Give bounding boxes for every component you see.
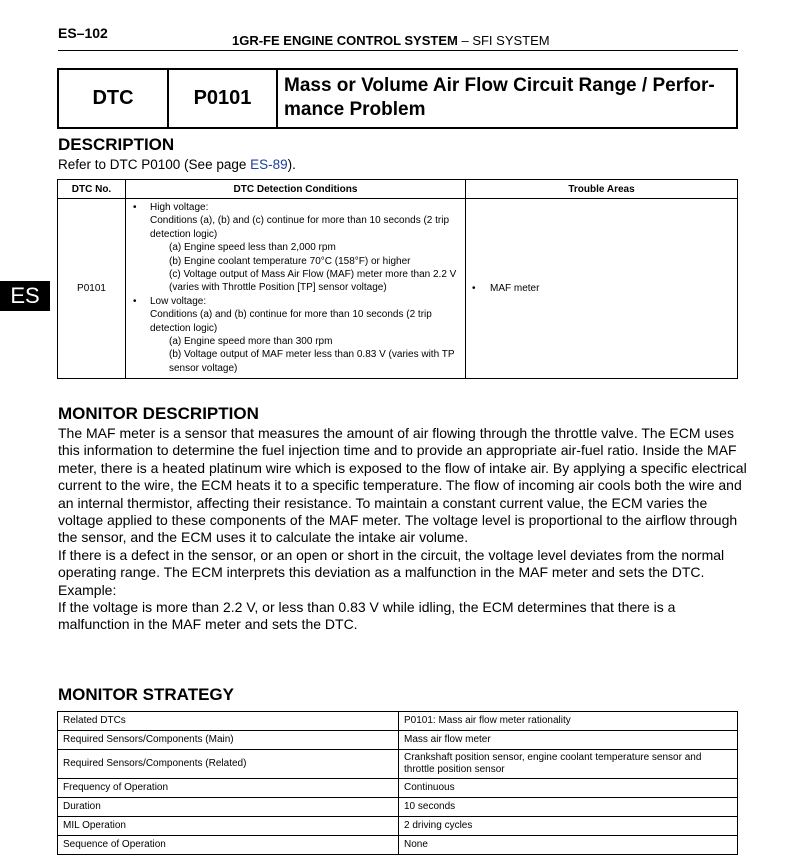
dtc-detection-table — [57, 179, 738, 379]
table-row — [58, 836, 738, 855]
dtc-label: DTC — [59, 70, 169, 127]
dtc-title — [278, 70, 736, 127]
strategy-key: Required Sensors/Components (Related) — [58, 750, 399, 779]
strategy-value: Crankshaft position sensor, engine coolant temperature sensor and throttle position sensor — [399, 750, 738, 779]
condition-item: (b) Engine coolant temperature 70°C (158°F) or higher — [169, 255, 411, 267]
monitor-paragraph: The MAF meter is a sensor that measures the amount of air flowing through the throttle valve. The ECM uses this information to determine the fuel injection time and to provide an appropriate air-fuel ratio. Inside the MAF meter, there is a heated platinum wire which is exposed to the flow of intake air. By applying a specific electrical current to the wire, the ECM heats it to a specific temperature. The flow of incoming air cools both the wire and an internal thermistor, affecting their resistance. To maintain a constant current value, the ECM varies the voltage applied to these components of the MAF meter. The voltage level is proportional to the airflow through the sensor, and the ECM uses it to calculate the intake air volume. — [58, 425, 747, 546]
cell-dtc-no: P0101 — [58, 199, 126, 379]
table-row — [58, 712, 738, 731]
table-row — [58, 779, 738, 798]
monitor-strategy-heading: MONITOR STRATEGY — [58, 685, 234, 704]
header-rule — [58, 50, 738, 51]
condition-low-voltage-text: Conditions (a) and (b) continue for more than 10 seconds (2 trip detection logic) — [150, 309, 432, 334]
description-text — [58, 157, 296, 172]
strategy-value: Mass air flow meter — [399, 731, 738, 750]
description-heading: DESCRIPTION — [58, 135, 175, 154]
section-side-tab: ES — [0, 281, 50, 311]
header-title-system: 1GR-FE ENGINE CONTROL SYSTEM — [232, 33, 458, 48]
description-suffix: ). — [287, 157, 296, 172]
strategy-value: None — [399, 836, 738, 855]
strategy-key: MIL Operation — [58, 817, 399, 836]
condition-high-voltage-text: Conditions (a), (b) and (c) continue for more than 10 seconds (2 trip detection logic) — [150, 215, 450, 240]
trouble-area-item: • MAF meter — [472, 283, 736, 294]
header-title-separator: – — [457, 33, 473, 48]
table-row — [58, 798, 738, 817]
table-row — [58, 731, 738, 750]
description-page-link[interactable]: ES-89 — [250, 157, 288, 172]
page-number: ES–102 — [58, 25, 108, 41]
cell-trouble-areas — [466, 199, 738, 379]
monitor-paragraph: If there is a defect in the sensor, or an open or short in the circuit, the voltage level deviates from the normal operating range. The ECM interprets this deviation as a malfunction in the MAF meter and sets the DTC. — [58, 546, 725, 581]
condition-item: (a) Engine speed more than 300 rpm — [169, 336, 333, 348]
table-row — [58, 817, 738, 836]
monitor-description-heading: MONITOR DESCRIPTION — [58, 404, 259, 423]
monitor-paragraph: Example: — [58, 581, 117, 598]
header-title — [232, 33, 550, 48]
header-title-subsystem: SFI SYSTEM — [472, 33, 550, 48]
condition-high-voltage-title: • High voltage: — [130, 201, 461, 214]
strategy-key: Duration — [58, 798, 399, 817]
dtc-title-line-1: Mass or Volume Air Flow Circuit Range / Perfor- — [284, 75, 715, 96]
condition-item: (c) Voltage output of Mass Air Flow (MAF) meter more than 2.2 V (varies with Throttle Position [TP] sensor voltage) — [169, 269, 457, 294]
strategy-key: Sequence of Operation — [58, 836, 399, 855]
header-dtc-no: DTC No. — [58, 180, 126, 199]
cell-detection-conditions — [126, 199, 466, 379]
dtc-title-box — [57, 68, 738, 129]
strategy-value: 2 driving cycles — [399, 817, 738, 836]
header-trouble-areas: Trouble Areas — [466, 180, 738, 199]
dtc-title-line-2: mance Problem — [284, 99, 426, 120]
monitor-paragraph: If the voltage is more than 2.2 V, or less than 0.83 V while idling, the ECM determines that there is a malfunction in the MAF meter and sets the DTC. — [58, 599, 676, 633]
strategy-value: 10 seconds — [399, 798, 738, 817]
description-prefix: Refer to DTC P0100 (See page — [58, 157, 251, 172]
strategy-key: Required Sensors/Components (Main) — [58, 731, 399, 750]
condition-item: (b) Voltage output of MAF meter less than 0.83 V (varies with TP sensor voltage) — [169, 349, 455, 374]
strategy-key: Frequency of Operation — [58, 779, 399, 798]
condition-item: (a) Engine speed less than 2,000 rpm — [169, 242, 336, 254]
strategy-value: Continuous — [399, 779, 738, 798]
dtc-code: P0101 — [169, 70, 278, 127]
strategy-key: Related DTCs — [58, 712, 399, 731]
table-row — [58, 199, 738, 379]
header-detection-conditions: DTC Detection Conditions — [126, 180, 466, 199]
table-header-row — [58, 180, 738, 199]
strategy-value: P0101: Mass air flow meter rationality — [399, 712, 738, 731]
monitor-description-body — [58, 425, 748, 634]
condition-low-voltage-title: • Low voltage: — [130, 295, 461, 308]
table-row — [58, 750, 738, 779]
monitor-strategy-table — [57, 711, 738, 855]
